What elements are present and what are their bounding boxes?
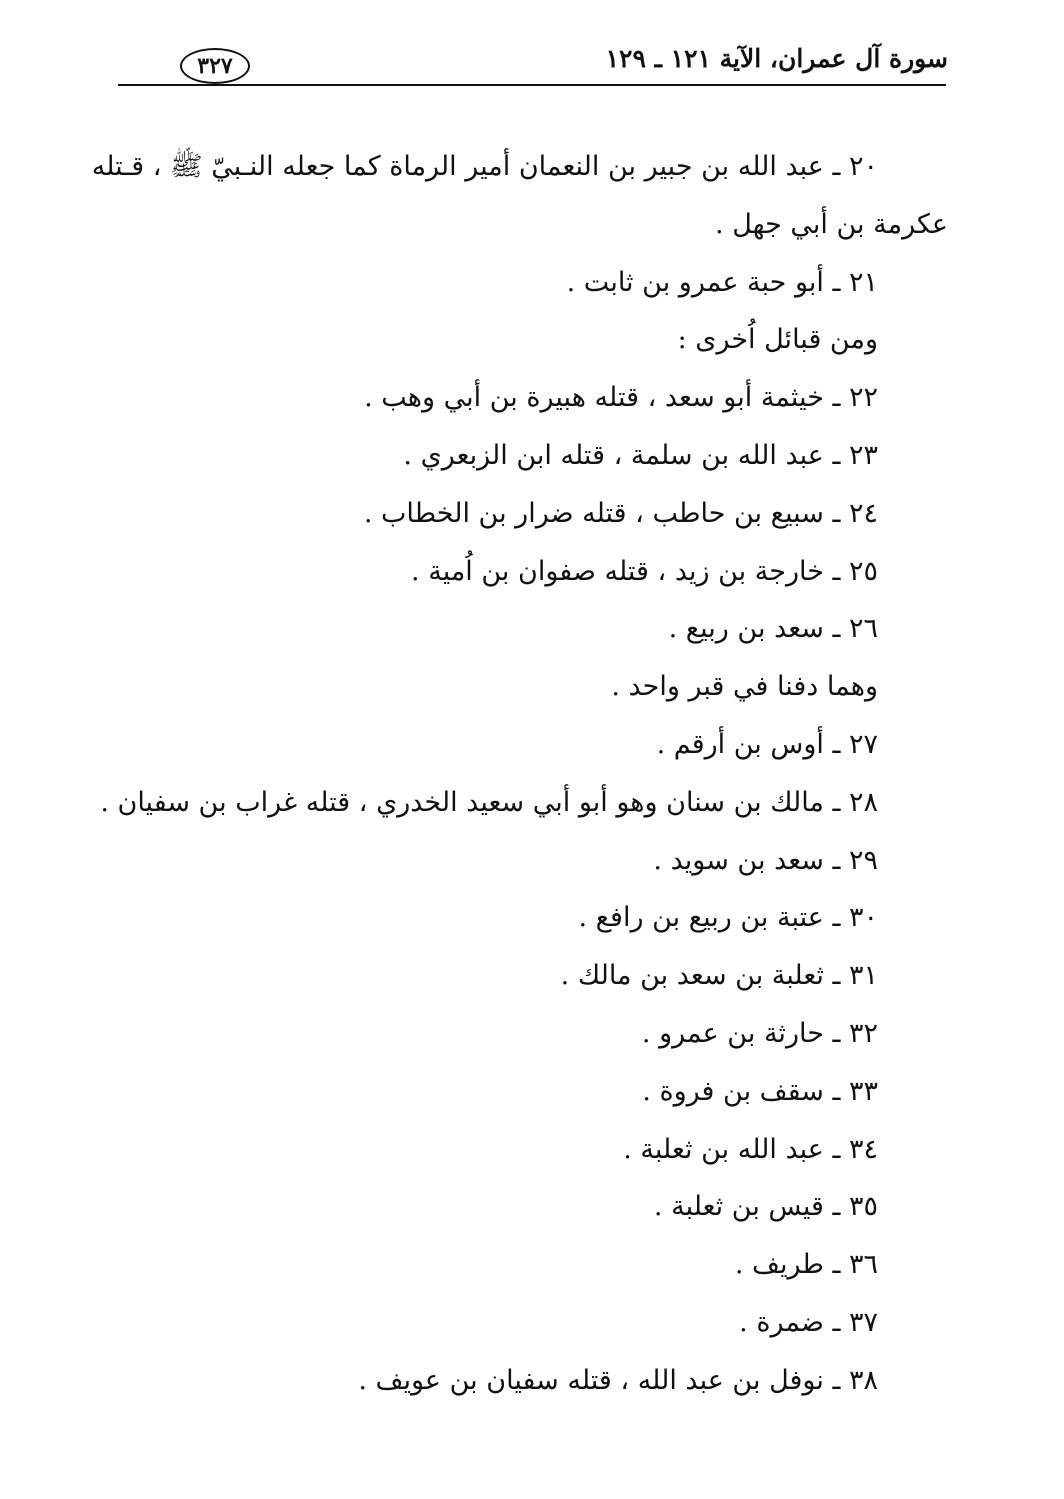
page-header xyxy=(0,0,1064,100)
text-line: عكرمة بن أبي جهل . xyxy=(715,208,948,240)
running-header-title: سورة آل عمران، الآية ١٢١ ـ ١٢٩ xyxy=(605,44,948,73)
text-line: ٢٨ ـ مالك بن سنان وهو أبو أبي سعيد الخدري ، قتله غراب بن سفيان . xyxy=(100,786,878,818)
text-line: ٢٣ ـ عبد الله بن سلمة ، قتله ابن الزبعري . xyxy=(403,439,878,471)
text-line: ٢١ ـ أبو حبة عمرو بن ثابت . xyxy=(566,266,878,298)
text-line: ٣٥ ـ قيس بن ثعلبة . xyxy=(653,1191,878,1223)
text-line: ٣٦ ـ طريف . xyxy=(734,1249,878,1281)
header-divider xyxy=(118,84,946,86)
text-line: ٣١ ـ ثعلبة بن سعد بن مالك . xyxy=(560,960,878,992)
text-line: ٢٢ ـ خيثمة أبو سعد ، قتله هبيرة بن أبي وهب . xyxy=(364,382,878,414)
text-line: ٢٦ ـ سعد بن ربيع . xyxy=(668,613,878,645)
text-line: ٣٧ ـ ضمرة . xyxy=(739,1306,878,1338)
text-line: ٣٠ ـ عتبة بن ربيع بن رافع . xyxy=(578,902,878,934)
text-line: وهما دفنا في قبر واحد . xyxy=(611,671,878,703)
text-line: ٢٧ ـ أوس بن أرقم . xyxy=(656,728,878,760)
text-line: ٣٣ ـ سقف بن فروة . xyxy=(642,1075,878,1107)
text-line: ٢٩ ـ سعد بن سويد . xyxy=(653,844,878,876)
text-line: ٣٨ ـ نوفل بن عبد الله ، قتله سفيان بن عويف . xyxy=(358,1364,878,1396)
page-body xyxy=(91,138,948,1410)
text-line: ٢٥ ـ خارجة بن زيد ، قتله صفوان بن اُمية . xyxy=(411,555,878,587)
page-number: ٣٢٧ xyxy=(180,48,250,84)
text-line: ٢٠ ـ عبد الله بن جبير بن النعمان أمير الرماة كما جعله النـبيّ ﷺ ، قـتله xyxy=(91,151,878,182)
text-line: ٣٢ ـ حارثة بن عمرو . xyxy=(641,1017,878,1049)
text-line: ٣٤ ـ عبد الله بن ثعلبة . xyxy=(623,1133,878,1165)
text-line: ٢٤ ـ سبيع بن حاطب ، قتله ضرار بن الخطاب . xyxy=(363,497,878,529)
text-line: ومن قبائل اُخرى : xyxy=(677,324,878,356)
